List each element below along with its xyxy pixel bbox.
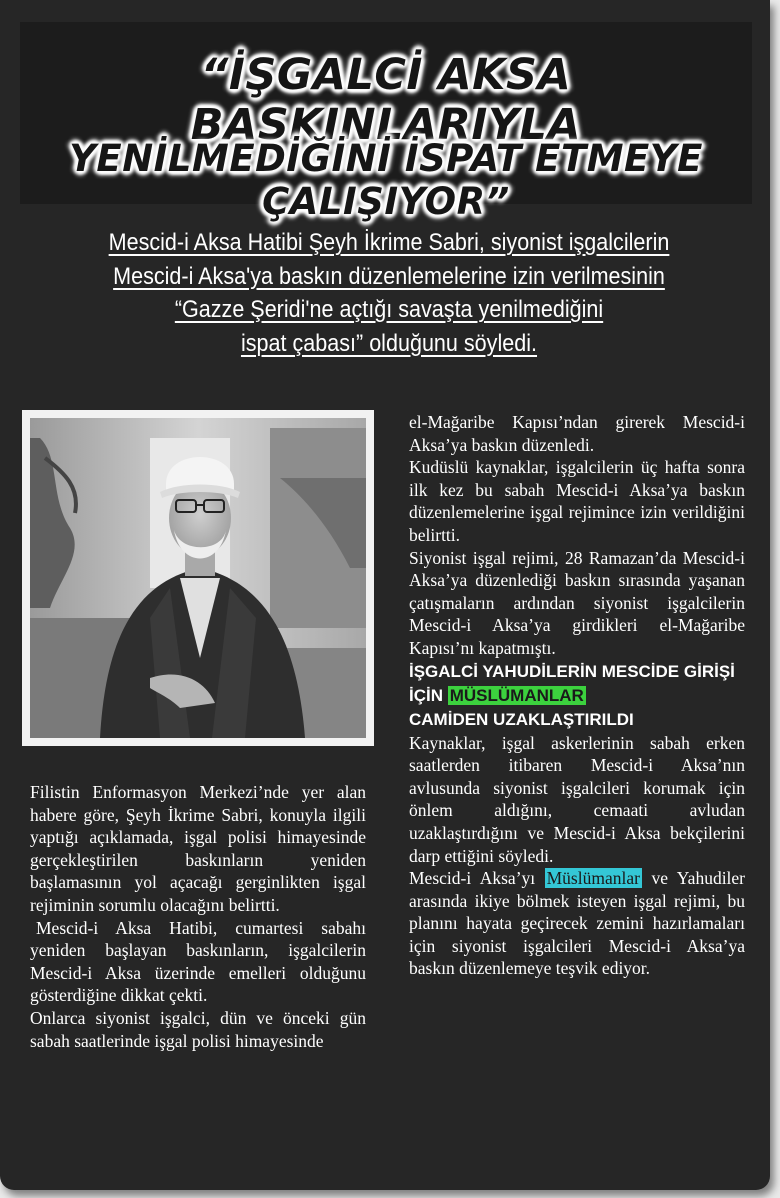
- subheading-part-a: İŞGALCİ YAHUDİLERİN MESCİDE GİRİŞİ İÇİN: [409, 661, 735, 705]
- p5-part-b: ve Yahudiler arasında ikiye bölmek isteyen işgal rejimi, bu planını hayata geçirecek zemini hazırlamaları için siyonist işgalcileri Mescid-i Aksa’ya baskın düzenlemeye teşvik ediyor.: [409, 868, 746, 979]
- lead-paragraph: [73, 226, 705, 360]
- left-paragraph-2: Mescid-i Aksa Hatibi, cumartesi sabahı yeniden başlayan baskınların, işgalcilerin Mescid-i Aksa üzerinde emelleri olduğunu gösterdiğine dikkat çekti.: [30, 917, 366, 1006]
- left-paragraph-3: Onlarca siyonist işgalci, dün ve önceki gün sabah saatlerinde işgal polisi himayesinde: [30, 1007, 366, 1051]
- right-column: [409, 411, 745, 980]
- subheading-part-b: CAMİDEN UZAKLAŞTIRILDI: [409, 709, 634, 729]
- right-paragraph-2: Kudüslü kaynaklar, işgalcilerin üç hafta sonra ilk kez bu sabah Mescid-i Aksa’ya baskın düzenlemelerine işgal rejimince izin verildiğini belirtti.: [409, 457, 745, 545]
- headline-banner: [20, 22, 752, 223]
- portrait-photo-frame: [22, 410, 374, 746]
- headline-line-1: “İŞGALCİ AKSA BASKINLARIYLA: [190, 50, 582, 150]
- right-paragraph-4: Kaynaklar, işgal askerlerinin sabah erken saatlerden itibaren Mescid-i Aksa’nın avlusunda siyonist işgalcileri korumak için önlem aldığını, cemaati avludan uzaklaştırdığını ve Mescid-i Aksa bekçilerini darp ettiğini söyledi.: [409, 732, 745, 866]
- lead-line-3: “Gazze Şeridi'ne açtığı savaşta yenilmediğini: [174, 296, 604, 323]
- right-paragraph-5: [409, 867, 745, 980]
- right-paragraph-3: Siyonist işgal rejimi, 28 Ramazan’da Mescid-i Aksa’ya düzenlediği baskın sırasında yaşanan çatışmaların ardından siyonist işgalcilerin Mescid-i Aksa’ya girdikleri el-Mağaribe Kapısı’nı kapatmıştı.: [409, 547, 745, 658]
- section-subheading: [409, 660, 745, 732]
- portrait-illustration: [30, 418, 366, 738]
- portrait-photo: [30, 418, 366, 738]
- left-paragraph-1: Filistin Enformasyon Merkezi’nde yer alan habere göre, Şeyh İkrime Sabri, konuyla ilgili yaptığı açıklamada, işgal polisi himayesinde gerçekleştirilen baskınların yeniden başlamasının yol açacağı gerginlikten işgal rejiminin sorumlu olacağını belirtti.: [30, 782, 366, 915]
- right-paragraph-1: el-Mağaribe Kapısı’ndan girerek Mescid-i Aksa’ya baskın düzenledi.: [409, 412, 745, 455]
- left-column: [30, 781, 366, 1052]
- p5-part-a: Mescid-i Aksa’yı: [409, 868, 536, 889]
- lead-line-1: Mescid-i Aksa Hatibi Şeyh İkrime Sabri, siyonist işgalcilerin: [108, 229, 670, 256]
- subheading-highlight: MÜSLÜMANLAR: [449, 685, 584, 705]
- p5-highlight: Müslümanlar: [546, 868, 640, 889]
- lead-line-2: Mescid-i Aksa'ya baskın düzenlemelerine izin verilmesinin: [113, 262, 665, 290]
- lead-line-4: ispat çabası” olduğunu söyledi.: [240, 329, 538, 357]
- headline-line-2: YENİLMEDİĞİNİ İSPAT ETMEYE ÇALIŞIYOR”: [69, 137, 703, 223]
